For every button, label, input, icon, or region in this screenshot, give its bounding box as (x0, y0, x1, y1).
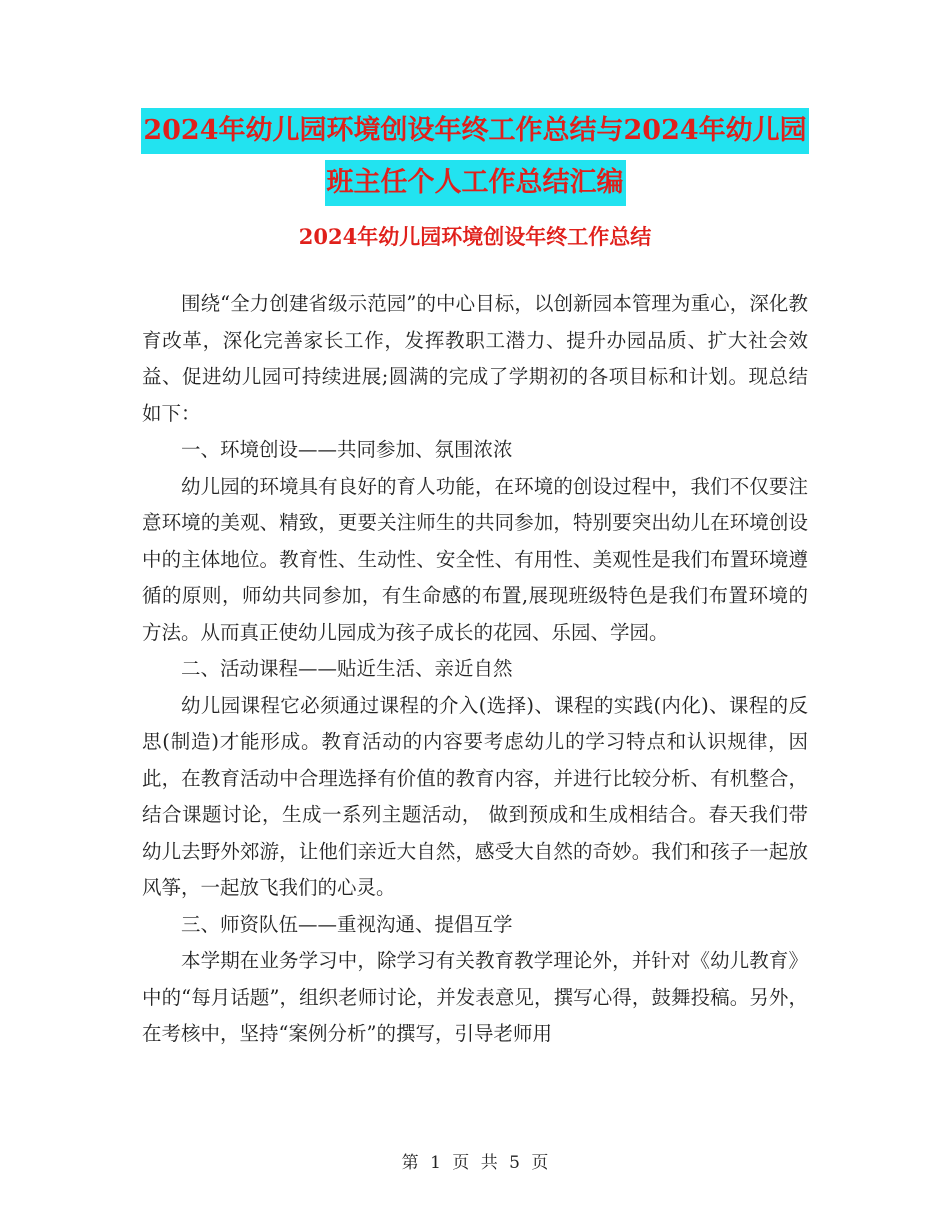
paragraph: 一、环境创设——共同参加、氛围浓浓 (181, 438, 513, 461)
paragraph: 围绕“全力创建省级示范园”的中心目标，以创新园本管理为重心，深化教育改革，深化完善家长工作，发挥教职工潜力、提升办园品质、扩大社会效益、促进幼儿园可持续进展;圆满的完成了学期初的各项目标和计划。现总结如下： (142, 292, 808, 425)
title-line-2: 班主任个人工作总结汇编 (325, 160, 626, 206)
paragraph: 幼儿园的环境具有良好的育人功能，在环境的创设过程中，我们不仅要注意环境的美观、精致，更要关注师生的共同参加，特别要突出幼儿在环境创设中的主体地位。教育性、生动性、安全性、有用性、美观性是我们布置环境遵循的原则，师幼共同参加，有生命感的布置,展现班级特色是我们布置环境的方法。从而真正使幼儿园成为孩子成长的花园、乐园、学园。 (142, 474, 808, 644)
document-title (0, 108, 950, 212)
page-footer: 第 1 页 共 5 页 (401, 1153, 549, 1173)
paragraph: 幼儿园课程它必须通过课程的介入(选择)、课程的实践(内化)、课程的反思(制造)才能形成。教育活动的内容要考虑幼儿的学习特点和认识规律，因此，在教育活动中合理选择有价值的教育内容，并进行比较分析、有机整合，结合课题讨论，生成一系列主题活动， 做到预成和生成相结合。春天我们带幼儿去野外郊游，让他们亲近大自然，感受大自然的奇妙。我们和孩子一起放风筝，一起放飞我们的心灵。 (142, 693, 808, 899)
paragraph: 本学期在业务学习中，除学习有关教育教学理论外，并针对《幼儿教育》中的“每月话题”，组织老师讨论，并发表意见，撰写心得，鼓舞投稿。另外，在考核中，坚持“案例分析”的撰写，引导老师用 (142, 949, 808, 1045)
document-body (142, 286, 808, 1053)
section-heading: 2024年幼儿园环境创设年终工作总结 (298, 224, 652, 249)
paragraph: 三、师资队伍——重视沟通、提倡互学 (181, 912, 513, 936)
title-line-1: 2024年幼儿园环境创设年终工作总结与2024年幼儿园 (141, 108, 808, 154)
paragraph: 二、活动课程——贴近生活、亲近自然 (181, 657, 513, 680)
